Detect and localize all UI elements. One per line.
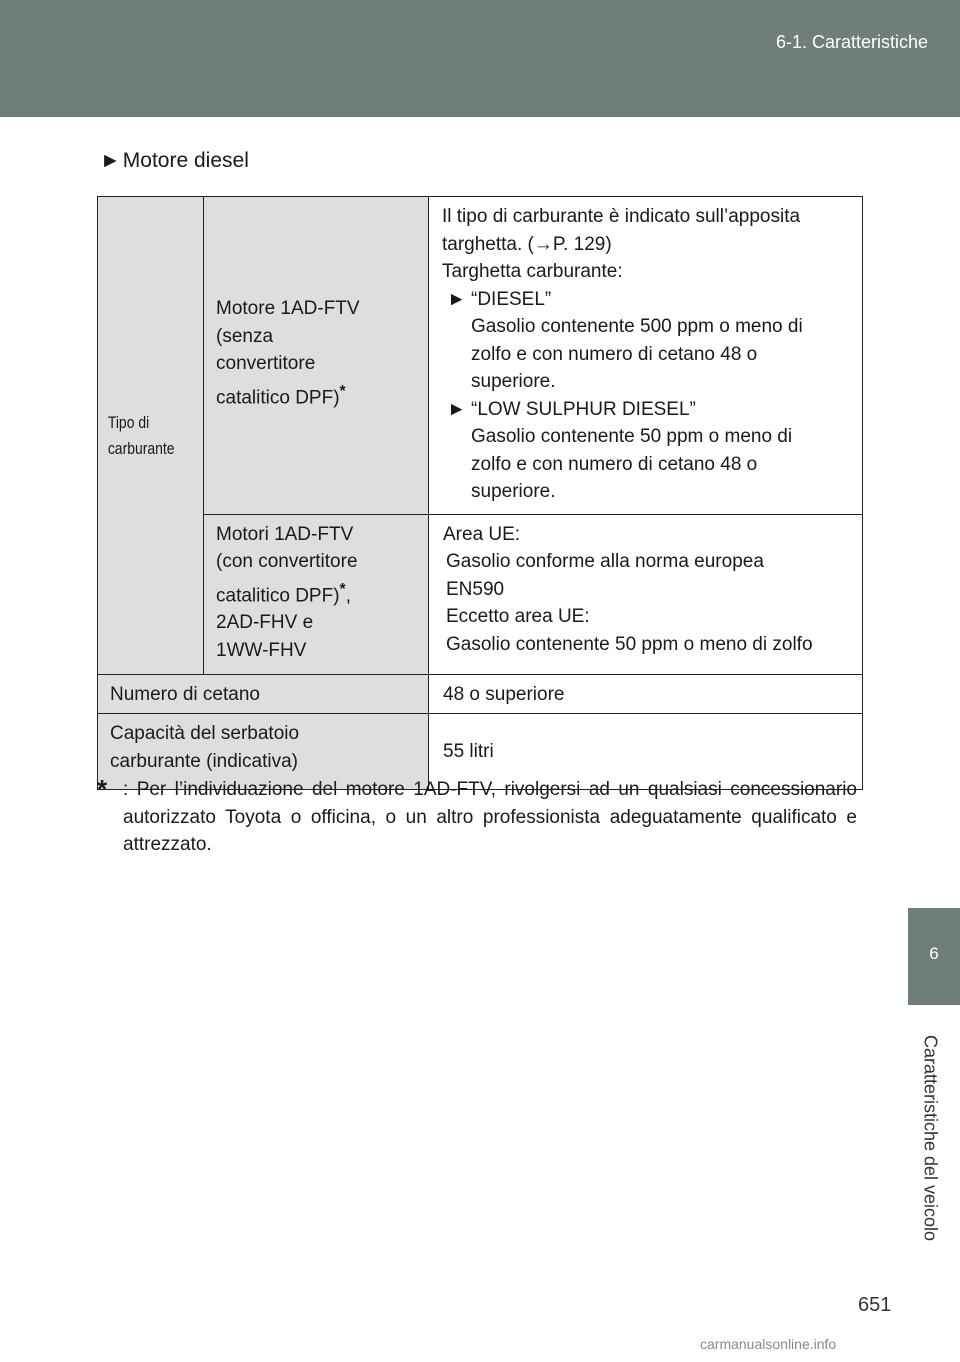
tank-label-line: carburante (indicativa) bbox=[110, 750, 298, 772]
region-text-line: EN590 bbox=[446, 578, 505, 600]
section-title bbox=[100, 149, 249, 173]
region-text-line: Gasolio conforme alla norma europea bbox=[446, 551, 764, 572]
pointer-icon: ► bbox=[442, 398, 467, 420]
option-text-line: superiore. bbox=[471, 371, 556, 392]
engine-line bbox=[216, 576, 422, 610]
description-line: targhetta. (→P. 129) bbox=[442, 233, 612, 255]
option-title-text: “LOW SULPHUR DIESEL” bbox=[471, 398, 696, 420]
description-line: Il tipo di carburante è indicato sull’apposita bbox=[442, 206, 801, 227]
fuel-region-cell bbox=[429, 514, 863, 675]
option-text-line: zolfo e con numero di cetano 48 o bbox=[471, 453, 758, 475]
engine-line: (senza bbox=[216, 325, 274, 347]
option-title bbox=[442, 396, 854, 424]
engine-line: convertitore bbox=[216, 353, 316, 374]
footnote bbox=[97, 776, 857, 859]
engine-cell bbox=[204, 197, 429, 515]
cetane-value: 48 o superiore bbox=[429, 675, 863, 714]
engine-line-text: catalitico DPF) bbox=[216, 386, 340, 408]
table-row bbox=[98, 197, 863, 515]
engine-line: 1WW-FHV bbox=[216, 639, 307, 661]
tank-label-line: Capacità del serbatoio bbox=[110, 723, 300, 745]
footnote-mark: * bbox=[339, 580, 346, 598]
section-indicator: 6-1. Caratteristiche bbox=[775, 32, 928, 52]
footnote-mark: * bbox=[97, 774, 108, 804]
fuel-type-label bbox=[98, 410, 184, 462]
engine-line-suffix: , bbox=[345, 584, 351, 606]
fuel-type-label-line: carburante bbox=[107, 438, 175, 458]
fuel-description-cell bbox=[429, 197, 863, 515]
page-header bbox=[0, 0, 960, 117]
tank-capacity-value: 55 litri bbox=[429, 714, 863, 790]
fuel-spec-table bbox=[97, 196, 863, 790]
footnote-text: : Per l’individuazione del motore 1AD-FTV, rivolgersi ad un qualsiasi concessionario autorizzato Toyota o officina, o un altro professionista adeguatamente qualificato e attrezzato. bbox=[123, 779, 857, 855]
engine-line: Motori 1AD-FTV bbox=[216, 523, 354, 545]
engine-line-text: catalitico DPF) bbox=[216, 584, 340, 606]
region-text-line: Gasolio contenente 50 ppm o meno di zolfo bbox=[446, 633, 813, 655]
pointer-icon: ► bbox=[442, 288, 467, 310]
section-title-text: Motore diesel bbox=[122, 149, 249, 172]
fuel-type-cell bbox=[98, 197, 204, 675]
region-label: Area UE: bbox=[443, 523, 521, 545]
description-line: Targhetta carburante: bbox=[442, 261, 623, 282]
table-row bbox=[98, 514, 863, 675]
chapter-label-text: Caratteristiche del veicolo bbox=[920, 1034, 941, 1242]
watermark: carmanualsonline.info bbox=[700, 1336, 837, 1352]
page-number: 651 bbox=[858, 1294, 892, 1316]
chapter-number: 6 bbox=[929, 944, 939, 963]
engine-cell bbox=[204, 514, 429, 675]
option-text-line: zolfo e con numero di cetano 48 o bbox=[471, 343, 758, 365]
chapter-label bbox=[916, 1016, 944, 1260]
engine-line: 2AD-FHV e bbox=[216, 612, 314, 634]
region-label: Eccetto area UE: bbox=[446, 606, 590, 627]
engine-line: Motore 1AD-FTV bbox=[216, 298, 360, 319]
chapter-tab bbox=[908, 908, 960, 1005]
option-text-line: Gasolio contenente 500 ppm o meno di bbox=[471, 316, 803, 337]
option-text-line: superiore. bbox=[471, 481, 556, 502]
option-title bbox=[442, 286, 854, 314]
table-row bbox=[98, 675, 863, 714]
option-text-line: Gasolio contenente 50 ppm o meno di bbox=[471, 426, 793, 447]
option-title-text: “DIESEL” bbox=[471, 288, 552, 310]
footnote-mark: * bbox=[339, 382, 346, 400]
cetane-label: Numero di cetano bbox=[98, 675, 429, 714]
pointer-icon: ► bbox=[100, 149, 121, 172]
fuel-type-label-line: Tipo di bbox=[107, 412, 150, 432]
engine-line: (con convertitore bbox=[216, 551, 358, 572]
engine-line bbox=[216, 378, 422, 412]
